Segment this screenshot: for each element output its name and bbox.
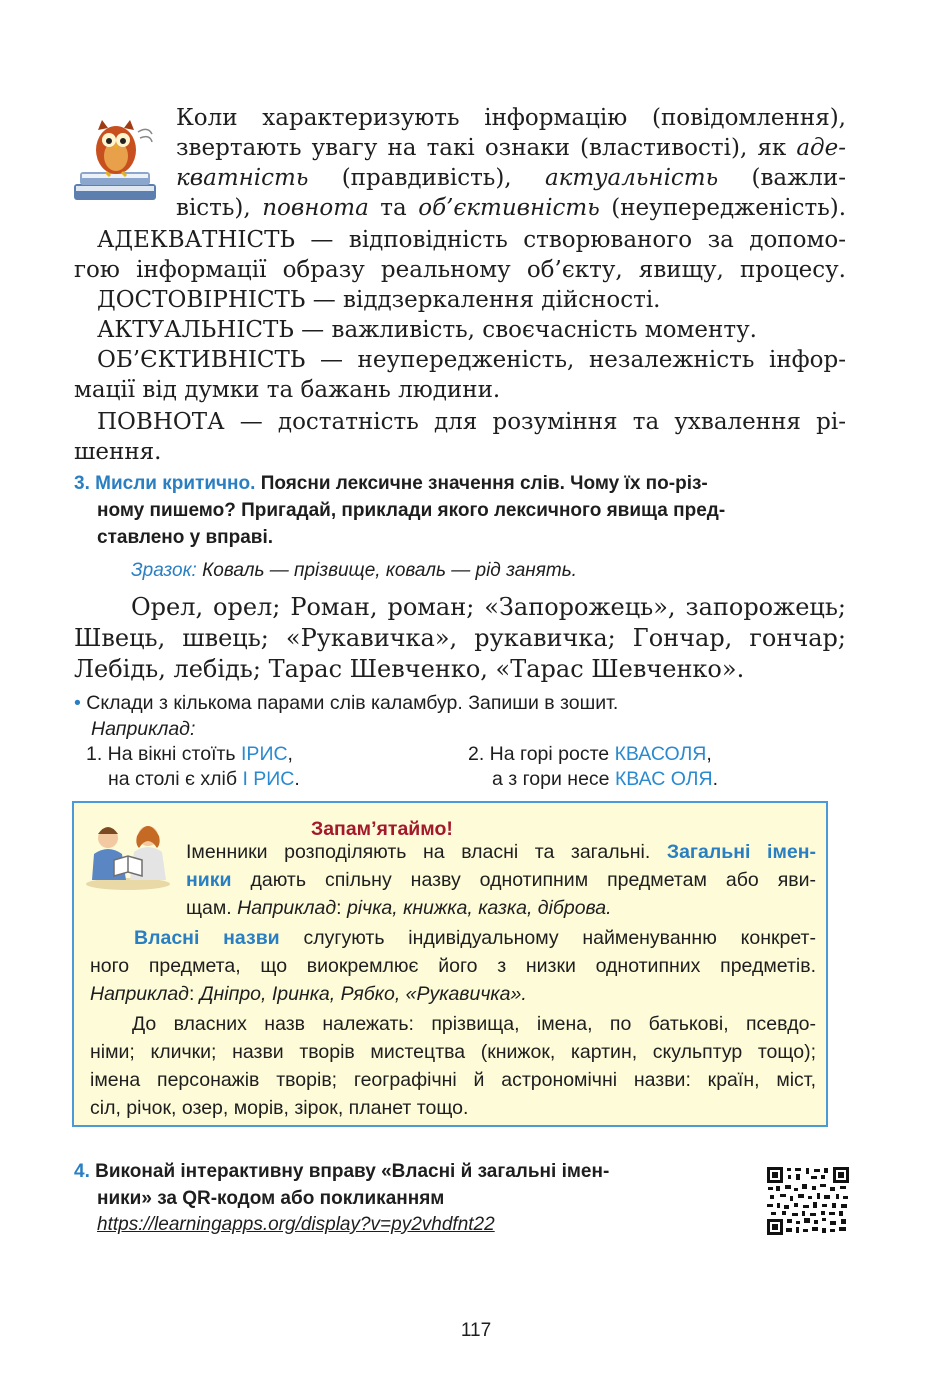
exercise-3-line-3: ставлено у вправі. [97, 527, 274, 548]
children-reading-icon [82, 820, 174, 892]
pun-example-2: 2. На горі росте КВАСОЛЯ, [468, 743, 712, 765]
owl-on-books-icon [70, 112, 162, 208]
definition-objectivity: ОБ’ЄКТИВНІСТЬ — неупередженість, незалежність інфор- [97, 347, 846, 373]
remember-p2-line-3: Наприклад: Дніпро, Іринка, Рябко, «Рукавичка». [90, 983, 527, 1005]
definition-completeness: ПОВНОТА — достатність для розуміння та ухвалення рі- [97, 409, 846, 435]
page-number: 117 [460, 1320, 492, 1341]
exercise-3-line-2: ному пишемо? Пригадай, приклади якого лексичного явища пред- [97, 500, 726, 521]
remember-p3-line-3: імена персонажів творів; географічні й астрономічні назви: країн, міст, [90, 1069, 816, 1091]
exercise-4-line-1: 4. Виконай інтерактивну вправу «Власні й загальні імен- [74, 1161, 610, 1182]
intro-line-2: звертають увагу на такі ознаки (властивості), як аде- [176, 135, 846, 161]
pun-example-1: 1. На вікні стоїть ІРИС, [86, 743, 293, 765]
remember-p3-line-1: До власних назв належать: прізвища, імена, по батькові, псевдо- [132, 1013, 816, 1035]
definition-objectivity-cont: мації від думки та бажань людини. [74, 377, 501, 403]
bullet-icon: • [74, 692, 81, 714]
intro-line-1: Коли характеризують інформацію (повідомлення), [176, 105, 846, 131]
intro-line-4: вість), повнота та об’єктивність (неупередженість). [176, 195, 847, 221]
remember-p2-line-2: ного предмета, що виокремлює його з низки однотипних предметів. [90, 955, 816, 977]
learningapps-link[interactable]: https://learningapps.org/display?v=py2vhdfnt22 [97, 1214, 495, 1235]
qr-code-icon[interactable] [766, 1166, 850, 1236]
definition-reliability: ДОСТОВІРНІСТЬ — віддзеркалення дійсності. [97, 287, 661, 313]
intro-line-3: кватність (правдивість), актуальність (важли- [176, 165, 846, 191]
definition-adequacy-cont: гою інформації образу реальному об’єкту, явищу, процесу. [74, 257, 846, 283]
word-pairs-line-1: Орел, орел; Роман, роман; «Запорожець», запорожець; [131, 593, 846, 621]
exercise-4-line-2: ники» за QR-кодом або покликанням [97, 1188, 445, 1209]
remember-p1-line-1: Іменники розподіляють на власні та загальні. Загальні імен- [186, 841, 816, 863]
definition-completeness-cont: шення. [74, 439, 162, 465]
definition-adequacy: АДЕКВАТНІСТЬ — відповідність створюваного за допомо- [97, 227, 846, 253]
pun-task: • Склади з кількома парами слів каламбур. Запиши в зошит. [74, 692, 619, 714]
example-label: Наприклад: [91, 718, 196, 740]
remember-p1-line-3: щам. Наприклад: річка, книжка, казка, діброва. [186, 897, 612, 919]
remember-p1-line-2: ники дають спільну назву однотипним предметам або яви- [186, 869, 816, 891]
remember-p3-line-2: німи; клички; назви творів мистецтва (книжок, картин, скульптур тощо); [90, 1041, 816, 1063]
pun-example-2-cont: а з гори несе КВАС ОЛЯ. [492, 768, 718, 790]
pun-example-1-cont: на столі є хліб І РИС. [108, 768, 300, 790]
word-pairs-line-2: Швець, швець; «Рукавичка», рукавичка; Гончар, гончар; [74, 624, 846, 652]
remember-title: Запам’ятаймо! [311, 818, 453, 840]
exercise-3-sample: Зразок: Коваль — прізвище, коваль — рід занять. [131, 560, 577, 581]
definition-relevance: АКТУАЛЬНІСТЬ — важливість, своєчасність моменту. [97, 317, 757, 343]
exercise-3-line-1: 3. Мисли критично. Поясни лексичне значення слів. Чому їх по-різ- [74, 473, 708, 494]
word-pairs-line-3: Лебідь, лебідь; Тарас Шевченко, «Тарас Шевченко». [74, 655, 745, 683]
remember-p3-line-4: сіл, річок, озер, морів, зірок, планет тощо. [90, 1097, 469, 1119]
remember-p2-line-1: Власні назви слугують індивідуальному найменуванню конкрет- [134, 927, 816, 949]
